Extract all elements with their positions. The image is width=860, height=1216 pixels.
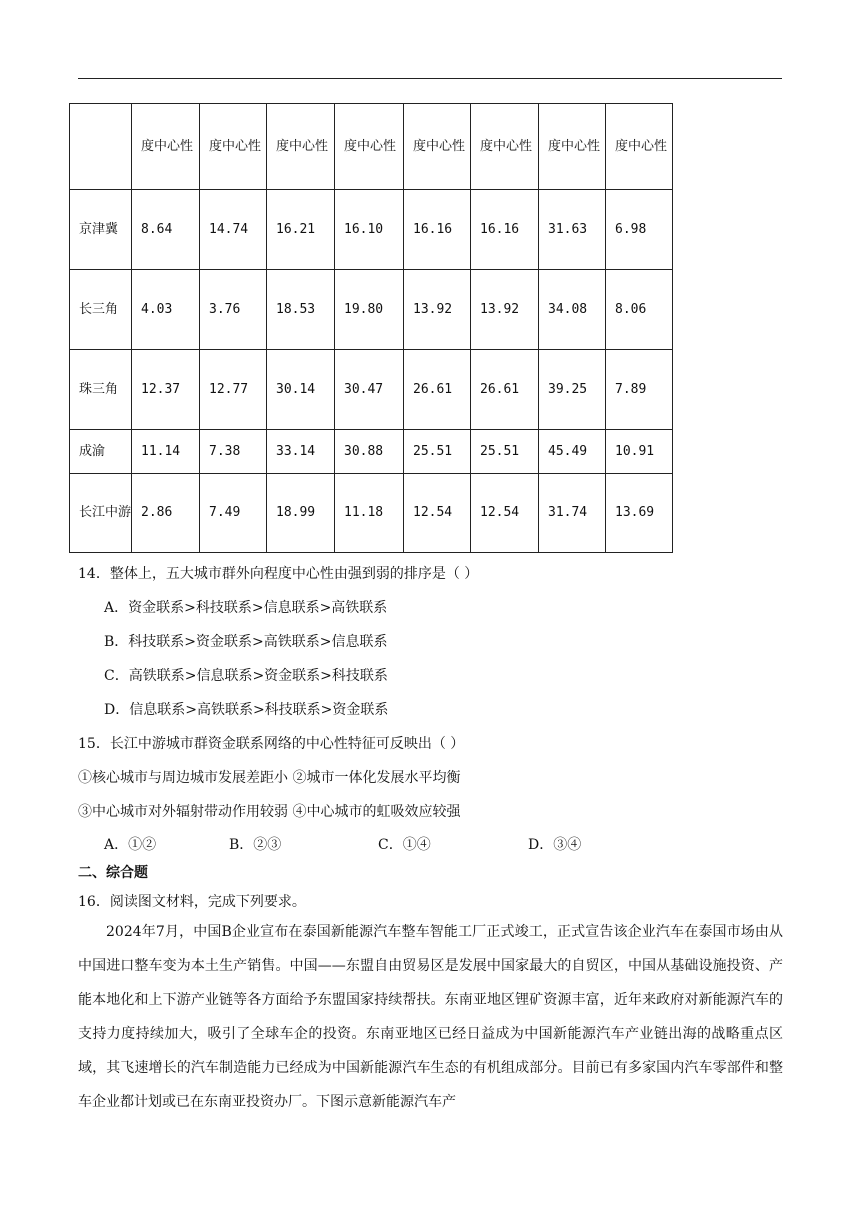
q15-statements-line-1: ①核心城市与周边城市发展差距小 ②城市一体化发展水平均衡	[78, 770, 461, 786]
table-cell: 12.77	[200, 350, 267, 430]
row-label: 珠三角	[70, 350, 132, 430]
table-cell: 16.16	[404, 190, 471, 270]
table-cell: 12.54	[404, 474, 471, 553]
q14-option-b[interactable]: B．科技联系>资金联系>高铁联系>信息联系	[104, 634, 388, 650]
table-cell: 19.80	[335, 270, 404, 350]
row-label: 成渝	[70, 430, 132, 474]
table-cell: 26.61	[471, 350, 539, 430]
table-cell: 7.38	[200, 430, 267, 474]
question-16-stem: 16．阅读图文材料，完成下列要求。	[78, 894, 306, 910]
question-15-stem: 15．长江中游城市群资金联系网络的中心性特征可反映出（ ）	[78, 736, 465, 752]
table-header-cell	[70, 104, 132, 190]
table-cell: 34.08	[539, 270, 606, 350]
table-cell: 30.47	[335, 350, 404, 430]
header-rule	[78, 78, 782, 79]
q15-statements-line-2: ③中心城市对外辐射带动作用较弱 ④中心城市的虹吸效应较强	[78, 804, 461, 820]
table-row	[70, 350, 673, 430]
table-cell: 11.14	[132, 430, 200, 474]
question-14-stem: 14．整体上，五大城市群外向程度中心性由强到弱的排序是（ ）	[78, 566, 479, 582]
q15-option-a[interactable]: A．①②	[104, 837, 157, 853]
table-row	[70, 430, 673, 474]
table-cell: 18.99	[267, 474, 335, 553]
table-cell: 45.49	[539, 430, 606, 474]
table-header-cell: 度中心性	[335, 104, 404, 190]
table-cell: 12.54	[471, 474, 539, 553]
table-cell: 31.63	[539, 190, 606, 270]
row-label: 长江中游	[70, 474, 132, 553]
table-cell: 4.03	[132, 270, 200, 350]
table-cell: 30.14	[267, 350, 335, 430]
table-cell: 13.92	[404, 270, 471, 350]
q15-option-d[interactable]: D．③④	[528, 837, 582, 853]
table-cell: 25.51	[404, 430, 471, 474]
q15-option-c[interactable]: C．①④	[378, 837, 431, 853]
q15-option-b[interactable]: B．②③	[229, 837, 282, 853]
table-cell: 3.76	[200, 270, 267, 350]
table-cell: 26.61	[404, 350, 471, 430]
q14-option-a[interactable]: A．资金联系>科技联系>信息联系>高铁联系	[104, 600, 388, 616]
table-cell: 25.51	[471, 430, 539, 474]
table-cell: 30.88	[335, 430, 404, 474]
table-cell: 16.10	[335, 190, 404, 270]
table-header-cell: 度中心性	[132, 104, 200, 190]
table-header-cell: 度中心性	[539, 104, 606, 190]
table-header-cell: 度中心性	[200, 104, 267, 190]
table-cell: 10.91	[606, 430, 673, 474]
table-cell: 7.89	[606, 350, 673, 430]
q14-option-c[interactable]: C．高铁联系>信息联系>资金联系>科技联系	[104, 668, 388, 684]
table-header-cell: 度中心性	[404, 104, 471, 190]
table-cell: 12.37	[132, 350, 200, 430]
table-row	[70, 270, 673, 350]
table-cell: 8.06	[606, 270, 673, 350]
table-cell: 18.53	[267, 270, 335, 350]
table-row	[70, 474, 673, 553]
row-label: 长三角	[70, 270, 132, 350]
table-header-cell: 度中心性	[267, 104, 335, 190]
table-cell: 6.98	[606, 190, 673, 270]
material-paragraph-text: 2024年7月，中国B企业宣布在泰国新能源汽车整车智能工厂正式竣工，正式宣告该企业汽车在泰国市场由从中国进口整车变为本土生产销售。中国——东盟自由贸易区是发展中国家最大的自贸区，中国从基础设施投资、产能本地化和上下游产业链等各方面给予东盟国家持续帮扶。东南亚地区锂矿资源丰富，近年来政府对新能源汽车的支持力度持续加大，吸引了全球车企的投资。东南亚地区已经日益成为中国新能源汽车产业链出海的战略重点区域，其飞速增长的汽车制造能力已经成为中国新能源汽车生态的有机组成部分。目前已有多家国内汽车零部件和整车企业都计划或已在东南亚投资办厂。下图示意新能源汽车产	[78, 924, 783, 1110]
section-title: 二、综合题	[78, 865, 148, 881]
table-header-cell: 度中心性	[471, 104, 539, 190]
table-cell: 39.25	[539, 350, 606, 430]
table-cell: 13.69	[606, 474, 673, 553]
table-cell: 8.64	[132, 190, 200, 270]
table-header-row	[70, 104, 673, 190]
table-header-cell: 度中心性	[606, 104, 673, 190]
table-cell: 31.74	[539, 474, 606, 553]
material-paragraph	[78, 915, 783, 1119]
table-cell: 16.16	[471, 190, 539, 270]
table-cell: 7.49	[200, 474, 267, 553]
centrality-table	[69, 103, 673, 553]
table-row	[70, 190, 673, 270]
row-label: 京津冀	[70, 190, 132, 270]
q14-option-d[interactable]: D．信息联系>高铁联系>科技联系>资金联系	[104, 702, 389, 718]
table-cell: 11.18	[335, 474, 404, 553]
table-cell: 16.21	[267, 190, 335, 270]
table-cell: 13.92	[471, 270, 539, 350]
table-cell: 33.14	[267, 430, 335, 474]
table-cell: 14.74	[200, 190, 267, 270]
table-cell: 2.86	[132, 474, 200, 553]
